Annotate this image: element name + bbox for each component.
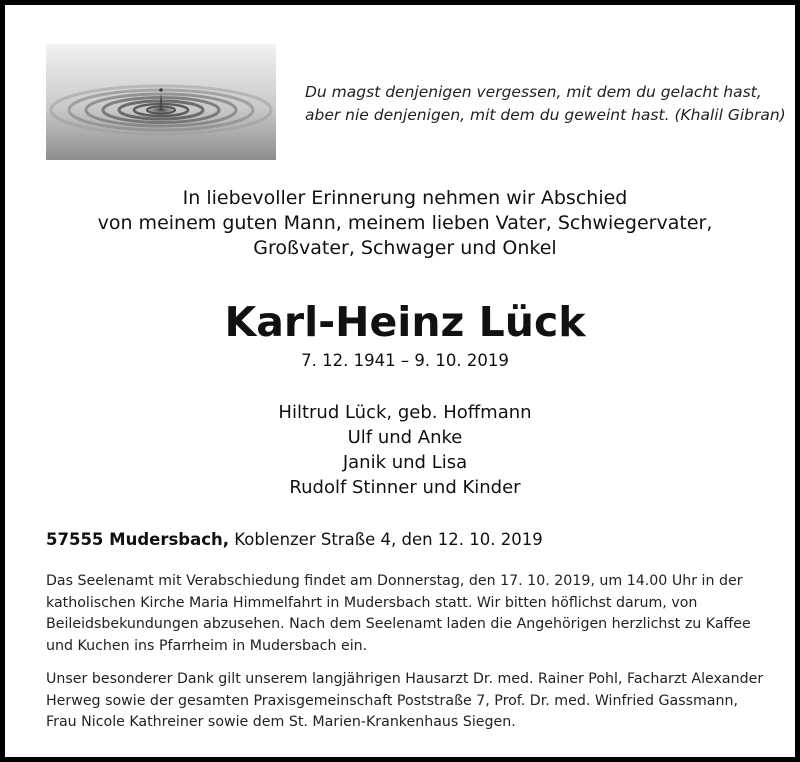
mourner-entry: Janik und Lisa [342,452,468,473]
quote-line: aber nie denjenigen, mit dem du geweint hast. (Khalil Gibran) [305,106,786,124]
paragraph-line: Frau Nicole Kathreiner sowie dem St. Marien-Krankenhaus Siegen. [46,714,516,730]
paragraph-line: Das Seelenamt mit Verabschiedung findet am Donnerstag, den 17. 10. 2019, um 14.00 Uhr in der [46,573,743,589]
water-drop-photo [46,44,276,160]
intro-line: Großvater, Schwager und Onkel [253,237,557,259]
mourners-list [5,400,800,500]
address-place: 57555 Mudersbach, [46,530,230,549]
paragraph-line: katholischen Kirche Maria Himmelfahrt in Mudersbach statt. Wir bitten höflichst darum, von [46,594,698,611]
paragraph-line: und Kuchen ins Pfarrheim in Mudersbach ein. [46,637,368,654]
service-paragraph [46,571,776,657]
paragraph-line: Herweg sowie der gesamten Praxisgemeinschaft Poststraße 7, Prof. Dr. med. Winfried Gassmann, [46,692,738,709]
address-rest: Koblenzer Straße 4, den 12. 10. 2019 [229,530,543,549]
mourner-entry: Rudolf Stinner und Kinder [289,477,521,498]
intro-line: In liebevoller Erinnerung nehmen wir Abschied [182,187,628,209]
intro-text [5,186,800,261]
quote-block [305,81,785,127]
paragraph-line: Beileidsbekundungen abzusehen. Nach dem Seelenamt laden die Angehörigen herzlichst zu Kaffee [46,616,751,632]
life-dates: 7. 12. 1941 – 9. 10. 2019 [301,351,509,370]
intro-line: von meinem guten Mann, meinem lieben Vater, Schwiegervater, [97,212,713,234]
mourner-entry: Ulf und Anke [347,427,463,448]
deceased-name: Karl-Heinz Lück [224,298,586,346]
quote-line: Du magst denjenigen vergessen, mit dem du gelacht hast, [305,83,762,101]
mourner-entry: Hiltrud Lück, geb. Hoffmann [278,402,532,423]
paragraph-line: Unser besonderer Dank gilt unserem langjährigen Hausarzt Dr. med. Rainer Pohl, Facharzt Alexander [46,671,764,687]
thanks-paragraph [46,669,776,734]
address-line [46,528,766,552]
